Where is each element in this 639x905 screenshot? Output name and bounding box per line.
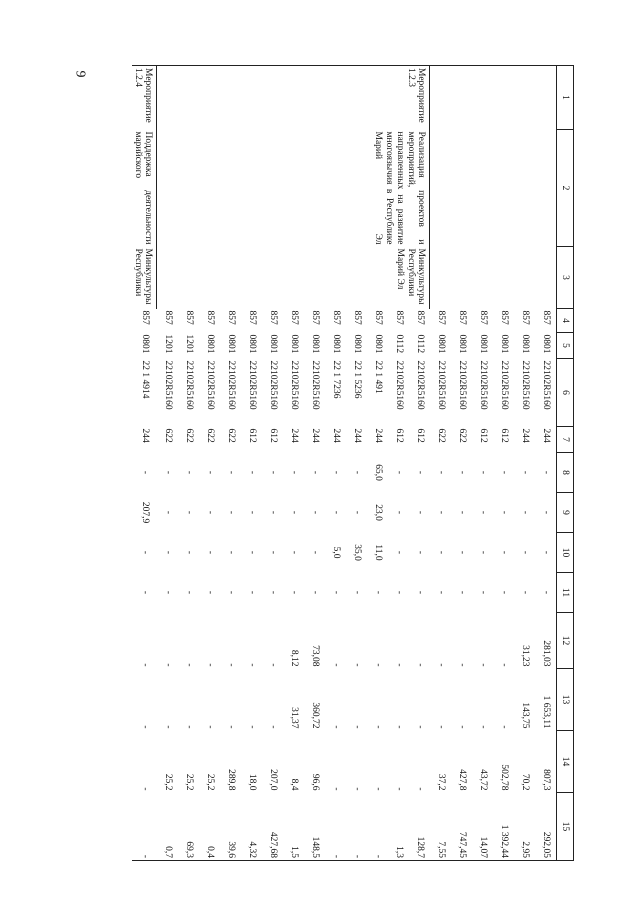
cell-col-8: - bbox=[435, 470, 446, 475]
cell-col-11: - bbox=[267, 590, 278, 595]
executor-cell bbox=[430, 247, 557, 309]
cell-col-15: 4,32 bbox=[241, 793, 262, 861]
cell-col-7: 244 bbox=[519, 428, 530, 443]
cell-col-14: 25,2 bbox=[183, 773, 194, 791]
cell-col-5: 0801 bbox=[139, 334, 150, 354]
cell-col-9: - bbox=[162, 510, 173, 515]
cell-col-10: - bbox=[288, 550, 299, 555]
cell-col-13: 143,75 bbox=[519, 702, 530, 729]
cell-col-8: - bbox=[183, 470, 194, 475]
executor-cell: Минкультуры Республики Марий Эл bbox=[157, 247, 430, 309]
cell-col-14: 289,8 bbox=[225, 769, 236, 791]
cell-col-4: 857 bbox=[351, 310, 362, 325]
cell-col-15: 1,3 bbox=[388, 793, 409, 861]
cell-col-7: 244 bbox=[540, 428, 551, 443]
cell-col-15: 14,07 bbox=[472, 793, 493, 861]
cell-col-8: - bbox=[225, 470, 236, 475]
table-row bbox=[409, 66, 430, 861]
table-row bbox=[132, 66, 157, 861]
cell-col-15: 69,3 bbox=[178, 793, 199, 861]
cell-col-14: - bbox=[414, 787, 425, 791]
cell-col-6: 22102R5160 bbox=[498, 360, 509, 410]
cell-col-13: - bbox=[456, 725, 467, 729]
cell-col-8: - bbox=[139, 470, 150, 475]
cell-col-5: 0112 bbox=[393, 334, 404, 354]
cell-col-5: 0801 bbox=[225, 334, 236, 354]
cell-col-4: 857 bbox=[477, 310, 488, 325]
cell-col-10: 11,0 bbox=[372, 544, 383, 561]
cell-col-11: - bbox=[351, 590, 362, 595]
cell-col-11: - bbox=[393, 590, 404, 595]
cell-col-7: 244 bbox=[351, 428, 362, 443]
cell-col-15: - bbox=[367, 793, 388, 861]
cell-col-7: 244 bbox=[309, 428, 320, 443]
cell-col-13: - bbox=[330, 725, 341, 729]
cell-col-5: 0801 bbox=[435, 334, 446, 354]
cell-col-10: - bbox=[414, 550, 425, 555]
cell-col-8: - bbox=[309, 470, 320, 475]
cell-col-13: - bbox=[498, 725, 509, 729]
cell-col-7: 622 bbox=[162, 428, 173, 443]
cell-col-12: - bbox=[372, 663, 383, 667]
cell-col-14: - bbox=[139, 787, 150, 791]
cell-col-10: - bbox=[267, 550, 278, 555]
cell-col-12: 281,03 bbox=[540, 640, 551, 667]
cell-col-5: 0801 bbox=[267, 334, 278, 354]
header-cell: 9 bbox=[557, 493, 574, 533]
cell-col-13: - bbox=[267, 725, 278, 729]
cell-col-8: - bbox=[351, 470, 362, 475]
cell-col-4: 857 bbox=[372, 310, 383, 325]
cell-col-12: - bbox=[435, 663, 446, 667]
cell-col-9: - bbox=[183, 510, 194, 515]
cell-col-13: - bbox=[183, 725, 194, 729]
cell-col-8: - bbox=[288, 470, 299, 475]
cell-col-6: 22102R5160 bbox=[477, 360, 488, 410]
cell-col-9: - bbox=[540, 510, 551, 515]
cell-col-4: 857 bbox=[246, 310, 257, 325]
cell-col-13: - bbox=[225, 725, 236, 729]
cell-col-10: - bbox=[519, 550, 530, 555]
cell-col-10: - bbox=[540, 550, 551, 555]
cell-col-15: 1,5 bbox=[283, 793, 304, 861]
cell-col-7: 612 bbox=[414, 428, 425, 443]
cell-col-14: 25,2 bbox=[162, 773, 173, 791]
cell-col-5: 0801 bbox=[540, 334, 551, 354]
cell-col-9: - bbox=[351, 510, 362, 515]
cell-col-6: 22102R5160 bbox=[204, 360, 215, 410]
cell-col-9: - bbox=[204, 510, 215, 515]
cell-col-14: 37,2 bbox=[435, 773, 446, 791]
cell-col-10: - bbox=[393, 550, 404, 555]
cell-col-15: - bbox=[132, 793, 157, 861]
cell-col-14: 807,3 bbox=[540, 769, 551, 791]
cell-col-9: 23,0 bbox=[372, 504, 383, 521]
page-number: 9 bbox=[72, 70, 88, 78]
cell-col-4: 857 bbox=[330, 310, 341, 325]
cell-col-11: - bbox=[330, 590, 341, 595]
cell-col-11: - bbox=[435, 590, 446, 595]
cell-col-11: - bbox=[225, 590, 236, 595]
cell-col-9: - bbox=[477, 510, 488, 515]
cell-col-9: - bbox=[246, 510, 257, 515]
cell-col-6: 22102R5160 bbox=[246, 360, 257, 410]
cell-col-5: 0801 bbox=[372, 334, 383, 354]
cell-col-14: - bbox=[372, 787, 383, 791]
cell-col-11: - bbox=[204, 590, 215, 595]
cell-col-10: - bbox=[162, 550, 173, 555]
cell-col-8: - bbox=[477, 470, 488, 475]
cell-col-7: 612 bbox=[267, 428, 278, 443]
cell-col-10: - bbox=[139, 550, 150, 555]
cell-col-5: 0801 bbox=[477, 334, 488, 354]
cell-col-9: - bbox=[288, 510, 299, 515]
cell-col-7: 244 bbox=[330, 428, 341, 443]
header-cell: 11 bbox=[557, 573, 574, 613]
cell-col-14: 25,2 bbox=[204, 773, 215, 791]
header-cell: 5 bbox=[557, 333, 574, 359]
cell-col-10: - bbox=[225, 550, 236, 555]
header-cell: 13 bbox=[557, 669, 574, 731]
cell-col-6: 22102R5160 bbox=[435, 360, 446, 410]
cell-col-9: - bbox=[330, 510, 341, 515]
cell-col-7: 612 bbox=[498, 428, 509, 443]
cell-col-5: 0801 bbox=[351, 334, 362, 354]
cell-col-4: 857 bbox=[225, 310, 236, 325]
cell-col-5: 0801 bbox=[456, 334, 467, 354]
cell-col-6: 22102R5160 bbox=[309, 360, 320, 410]
cell-col-10: - bbox=[309, 550, 320, 555]
cell-col-4: 857 bbox=[456, 310, 467, 325]
cell-col-5: 0112 bbox=[414, 334, 425, 354]
cell-col-13: 31,37 bbox=[288, 707, 299, 729]
cell-col-6: 22102R5160 bbox=[519, 360, 530, 410]
cell-col-5: 1201 bbox=[183, 334, 194, 354]
header-cell: 1 bbox=[557, 66, 574, 130]
cell-col-10: - bbox=[435, 550, 446, 555]
cell-col-11: - bbox=[519, 590, 530, 595]
cell-col-8: - bbox=[204, 470, 215, 475]
name-cell bbox=[430, 130, 557, 247]
cell-col-7: 622 bbox=[456, 428, 467, 443]
cell-col-6: 22 1 7236 bbox=[330, 360, 341, 399]
name-cell: Поддержка деятельности марийского bbox=[132, 130, 157, 247]
cell-col-11: - bbox=[477, 590, 488, 595]
cell-col-6: 22102R5160 bbox=[183, 360, 194, 410]
cell-col-10: 35,0 bbox=[351, 544, 362, 561]
cell-col-14: - bbox=[330, 787, 341, 791]
cell-col-8: - bbox=[246, 470, 257, 475]
cell-col-13: - bbox=[162, 725, 173, 729]
cell-col-14: 8,4 bbox=[288, 778, 299, 791]
cell-col-6: 22102R5160 bbox=[162, 360, 173, 410]
cell-col-14: - bbox=[393, 787, 404, 791]
cell-col-15: 747,45 bbox=[451, 793, 472, 861]
cell-col-9: - bbox=[267, 510, 278, 515]
cell-col-7: 622 bbox=[183, 428, 194, 443]
cell-col-6: 22 1 4914 bbox=[139, 360, 150, 399]
cell-col-12: - bbox=[225, 663, 236, 667]
cell-col-6: 22102R5160 bbox=[540, 360, 551, 410]
cell-col-12: - bbox=[246, 663, 257, 667]
cell-col-15: - bbox=[325, 793, 346, 861]
cell-col-12: - bbox=[456, 663, 467, 667]
cell-col-5: 0801 bbox=[498, 334, 509, 354]
cell-col-6: 22102R5160 bbox=[456, 360, 467, 410]
cell-col-8: - bbox=[519, 470, 530, 475]
cell-col-11: - bbox=[246, 590, 257, 595]
cell-col-15: 0,7 bbox=[157, 793, 178, 861]
cell-col-7: 612 bbox=[246, 428, 257, 443]
header-cell: 8 bbox=[557, 453, 574, 493]
cell-col-14: 18,0 bbox=[246, 773, 257, 791]
cell-col-7: 244 bbox=[139, 428, 150, 443]
cell-col-7: 622 bbox=[435, 428, 446, 443]
cell-col-14: 427,8 bbox=[456, 769, 467, 791]
cell-col-12: - bbox=[183, 663, 194, 667]
cell-col-12: - bbox=[477, 663, 488, 667]
cell-col-10: - bbox=[204, 550, 215, 555]
cell-col-15: 39,6 bbox=[220, 793, 241, 861]
cell-col-11: - bbox=[498, 590, 509, 595]
cell-col-7: 622 bbox=[204, 428, 215, 443]
cell-col-4: 857 bbox=[519, 310, 530, 325]
cell-col-6: 22 1 5236 bbox=[351, 360, 362, 399]
cell-col-9: 207,9 bbox=[139, 501, 150, 524]
cell-col-15: 0,4 bbox=[199, 793, 220, 861]
cell-col-13: - bbox=[351, 725, 362, 729]
cell-col-8: - bbox=[393, 470, 404, 475]
budget-table bbox=[132, 65, 574, 861]
cell-col-8: - bbox=[162, 470, 173, 475]
cell-col-8: - bbox=[267, 470, 278, 475]
header-cell: 4 bbox=[557, 309, 574, 333]
cell-col-4: 857 bbox=[435, 310, 446, 325]
cell-col-14: 43,72 bbox=[477, 769, 488, 791]
cell-col-8: 65,0 bbox=[372, 464, 383, 481]
cell-col-9: - bbox=[414, 510, 425, 515]
cell-col-5: 0801 bbox=[309, 334, 320, 354]
cell-col-10: - bbox=[456, 550, 467, 555]
cell-col-4: 857 bbox=[498, 310, 509, 325]
cell-col-4: 857 bbox=[204, 310, 215, 325]
table-row bbox=[535, 66, 557, 861]
header-cell: 12 bbox=[557, 613, 574, 669]
rotated-page bbox=[109, 65, 574, 860]
cell-col-12: - bbox=[330, 663, 341, 667]
cell-col-14: 96,6 bbox=[309, 773, 320, 791]
header-cell: 2 bbox=[557, 130, 574, 247]
cell-col-6: 22102R5160 bbox=[288, 360, 299, 410]
cell-col-4: 857 bbox=[540, 310, 551, 325]
cell-col-11: - bbox=[456, 590, 467, 595]
cell-col-15: 1 392,44 bbox=[493, 793, 514, 861]
cell-col-9: - bbox=[498, 510, 509, 515]
cell-col-4: 857 bbox=[267, 310, 278, 325]
cell-col-4: 857 bbox=[183, 310, 194, 325]
cell-col-6: 22102R5160 bbox=[393, 360, 404, 410]
executor-cell: Минкультуры Республики bbox=[132, 247, 157, 309]
cell-col-12: - bbox=[267, 663, 278, 667]
cell-col-4: 857 bbox=[139, 310, 150, 325]
cell-col-14: 70,2 bbox=[519, 773, 530, 791]
cell-col-7: 244 bbox=[372, 428, 383, 443]
header-cell: 14 bbox=[557, 731, 574, 793]
cell-col-4: 857 bbox=[414, 310, 425, 325]
cell-col-11: - bbox=[183, 590, 194, 595]
name-cell: Реализация проектов и мероприятий, направленных на развитие многоязычия в Республике Марий Эл bbox=[157, 130, 430, 247]
cell-col-12: - bbox=[162, 663, 173, 667]
cell-col-8: - bbox=[330, 470, 341, 475]
cell-col-8: - bbox=[456, 470, 467, 475]
header-cell: 15 bbox=[557, 793, 574, 861]
table-body bbox=[132, 66, 557, 861]
cell-col-4: 857 bbox=[393, 310, 404, 325]
header-cell: 6 bbox=[557, 359, 574, 427]
cell-col-15: 427,68 bbox=[262, 793, 283, 861]
cell-col-12: - bbox=[139, 663, 150, 667]
cell-col-5: 0801 bbox=[246, 334, 257, 354]
cell-col-14: - bbox=[351, 787, 362, 791]
table-header-row bbox=[557, 66, 574, 861]
cell-col-13: - bbox=[435, 725, 446, 729]
cell-col-8: - bbox=[414, 470, 425, 475]
cell-col-12: - bbox=[351, 663, 362, 667]
cell-col-7: 622 bbox=[225, 428, 236, 443]
cell-col-9: - bbox=[456, 510, 467, 515]
cell-col-10: - bbox=[246, 550, 257, 555]
event-cell: Мероприятие 1.2.3 bbox=[157, 66, 430, 130]
cell-col-11: - bbox=[309, 590, 320, 595]
cell-col-15: 148,5 bbox=[304, 793, 325, 861]
cell-col-7: 612 bbox=[393, 428, 404, 443]
cell-col-11: - bbox=[288, 590, 299, 595]
cell-col-6: 22102R5160 bbox=[414, 360, 425, 410]
event-cell bbox=[430, 66, 557, 130]
header-cell: 10 bbox=[557, 533, 574, 573]
cell-col-12: - bbox=[414, 663, 425, 667]
cell-col-6: 22102R5160 bbox=[267, 360, 278, 410]
cell-col-5: 0801 bbox=[204, 334, 215, 354]
cell-col-13: - bbox=[204, 725, 215, 729]
cell-col-12: - bbox=[498, 663, 509, 667]
cell-col-12: - bbox=[393, 663, 404, 667]
header-cell: 3 bbox=[557, 247, 574, 309]
cell-col-4: 857 bbox=[309, 310, 320, 325]
cell-col-13: - bbox=[139, 725, 150, 729]
cell-col-6: 22 1 491 bbox=[372, 360, 383, 394]
cell-col-12: 8,12 bbox=[288, 649, 299, 667]
cell-col-15: 292,05 bbox=[535, 793, 557, 861]
cell-col-13: 360,72 bbox=[309, 702, 320, 729]
event-cell: Мероприятие 1.2.4 bbox=[132, 66, 157, 130]
cell-col-5: 0801 bbox=[519, 334, 530, 354]
cell-col-5: 1201 bbox=[162, 334, 173, 354]
cell-col-9: - bbox=[393, 510, 404, 515]
cell-col-13: - bbox=[246, 725, 257, 729]
cell-col-5: 0801 bbox=[330, 334, 341, 354]
cell-col-8: - bbox=[498, 470, 509, 475]
cell-col-10: - bbox=[477, 550, 488, 555]
cell-col-12: 73,08 bbox=[309, 645, 320, 667]
cell-col-13: - bbox=[372, 725, 383, 729]
cell-col-15: - bbox=[346, 793, 367, 861]
cell-col-15: 128,7 bbox=[409, 793, 430, 861]
cell-col-10: - bbox=[498, 550, 509, 555]
cell-col-8: - bbox=[540, 470, 551, 475]
cell-col-12: 31,23 bbox=[519, 645, 530, 667]
cell-col-9: - bbox=[435, 510, 446, 515]
cell-col-11: - bbox=[139, 590, 150, 595]
cell-col-4: 857 bbox=[162, 310, 173, 325]
cell-col-9: - bbox=[225, 510, 236, 515]
cell-col-10: 5,0 bbox=[330, 546, 341, 559]
cell-col-15: 7,55 bbox=[430, 793, 451, 861]
cell-col-15: 2,95 bbox=[514, 793, 535, 861]
cell-col-14: 207,0 bbox=[267, 769, 278, 791]
cell-col-13: 1 653,11 bbox=[540, 695, 551, 729]
cell-col-11: - bbox=[372, 590, 383, 595]
cell-col-9: - bbox=[309, 510, 320, 515]
cell-col-11: - bbox=[162, 590, 173, 595]
cell-col-10: - bbox=[183, 550, 194, 555]
cell-col-12: - bbox=[204, 663, 215, 667]
header-cell: 7 bbox=[557, 427, 574, 453]
cell-col-7: 244 bbox=[288, 428, 299, 443]
cell-col-6: 22102R5160 bbox=[225, 360, 236, 410]
cell-col-5: 0801 bbox=[288, 334, 299, 354]
cell-col-14: 502,78 bbox=[498, 764, 509, 791]
cell-col-7: 612 bbox=[477, 428, 488, 443]
cell-col-13: - bbox=[477, 725, 488, 729]
cell-col-13: - bbox=[414, 725, 425, 729]
cell-col-11: - bbox=[540, 590, 551, 595]
cell-col-11: - bbox=[414, 590, 425, 595]
cell-col-9: - bbox=[519, 510, 530, 515]
cell-col-4: 857 bbox=[288, 310, 299, 325]
cell-col-13: - bbox=[393, 725, 404, 729]
